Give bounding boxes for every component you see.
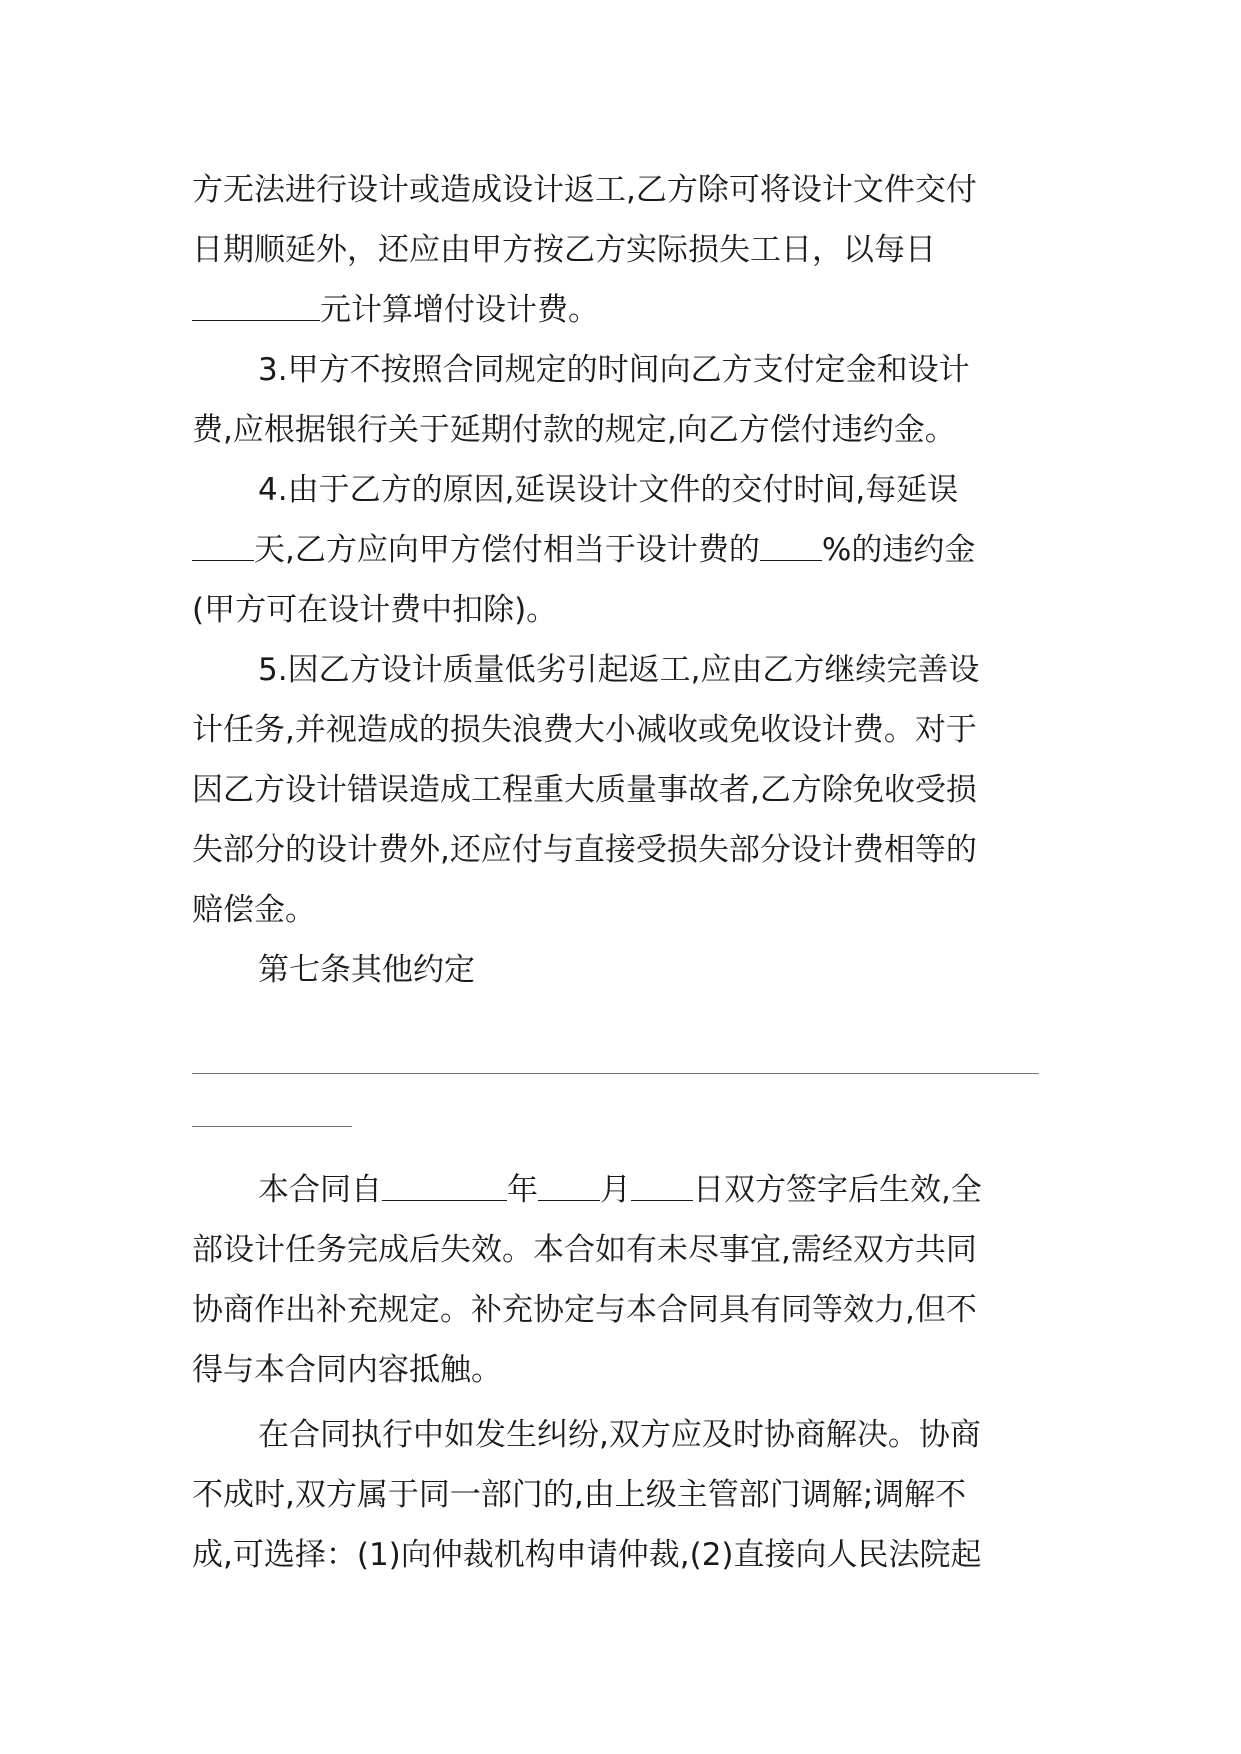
text-line: 赔偿金。 <box>192 892 316 928</box>
fill-in-rule <box>192 1073 1039 1074</box>
fill-blank-year <box>382 1170 507 1201</box>
text-line: 因乙方设计错误造成工程重大质量事故者,乙方除免收受损 <box>192 772 977 808</box>
text-segment: 本合同自 <box>258 1172 382 1208</box>
text-line: 失部分的设计费外,还应付与直接受损失部分设计费相等的 <box>192 832 977 868</box>
text-line-with-blanks <box>258 1170 1042 1210</box>
text-line: 3.甲方不按照合同规定的时间向乙方支付定金和设计 <box>258 352 970 388</box>
text-line: 方无法进行设计或造成设计返工,乙方除可将设计文件交付 <box>192 172 977 208</box>
text-line: 计任务,并视造成的损失浪费大小减收或免收设计费。对于 <box>192 712 977 748</box>
fill-blank-day <box>631 1170 693 1201</box>
text-segment: 元计算增付设计费。 <box>320 292 599 328</box>
fill-blank-daily-amount <box>192 290 320 321</box>
text-segment: 日双方签字后生效,全 <box>693 1172 982 1208</box>
text-line: 费,应根据银行关于延期付款的规定,向乙方偿付违约金。 <box>192 412 956 448</box>
text-segment: 天,乙方应向甲方偿付相当于设计费的 <box>254 532 760 568</box>
text-line: 部设计任务完成后失效。本合如有未尽事宜,需经双方共同 <box>192 1232 977 1268</box>
text-line: 协商作出补充规定。补充协定与本合同具有同等效力,但不 <box>192 1292 977 1328</box>
text-line: 不成时,双方属于同一部门的,由上级主管部门调解;调解不 <box>192 1477 967 1513</box>
fill-blank-month <box>538 1170 600 1201</box>
text-line: 4.由于乙方的原因,延误设计文件的交付时间,每延误 <box>258 472 959 508</box>
text-line-with-blank <box>192 290 1042 330</box>
fill-blank-percent <box>760 530 822 561</box>
text-line: (甲方可在设计费中扣除)。 <box>192 592 558 628</box>
text-line-with-blanks <box>192 530 1042 570</box>
section-heading: 第七条其他约定 <box>258 952 475 988</box>
text-line: 成,可选择：(1)向仲裁机构申请仲裁,(2)直接向人民法院起 <box>192 1537 982 1573</box>
fill-in-rule <box>192 1126 352 1127</box>
text-line: 日期顺延外，还应由甲方按乙方实际损失工日，以每日 <box>192 232 936 268</box>
text-segment: 年 <box>507 1172 538 1208</box>
text-line: 在合同执行中如发生纠纷,双方应及时协商解决。协商 <box>258 1417 981 1453</box>
text-line: 得与本合同内容抵触。 <box>192 1352 502 1388</box>
text-line: 5.因乙方设计质量低劣引起返工,应由乙方继续完善设 <box>258 652 980 688</box>
fill-blank-days <box>192 530 254 561</box>
text-segment: 月 <box>600 1172 631 1208</box>
text-segment: %的违约金 <box>821 532 976 568</box>
